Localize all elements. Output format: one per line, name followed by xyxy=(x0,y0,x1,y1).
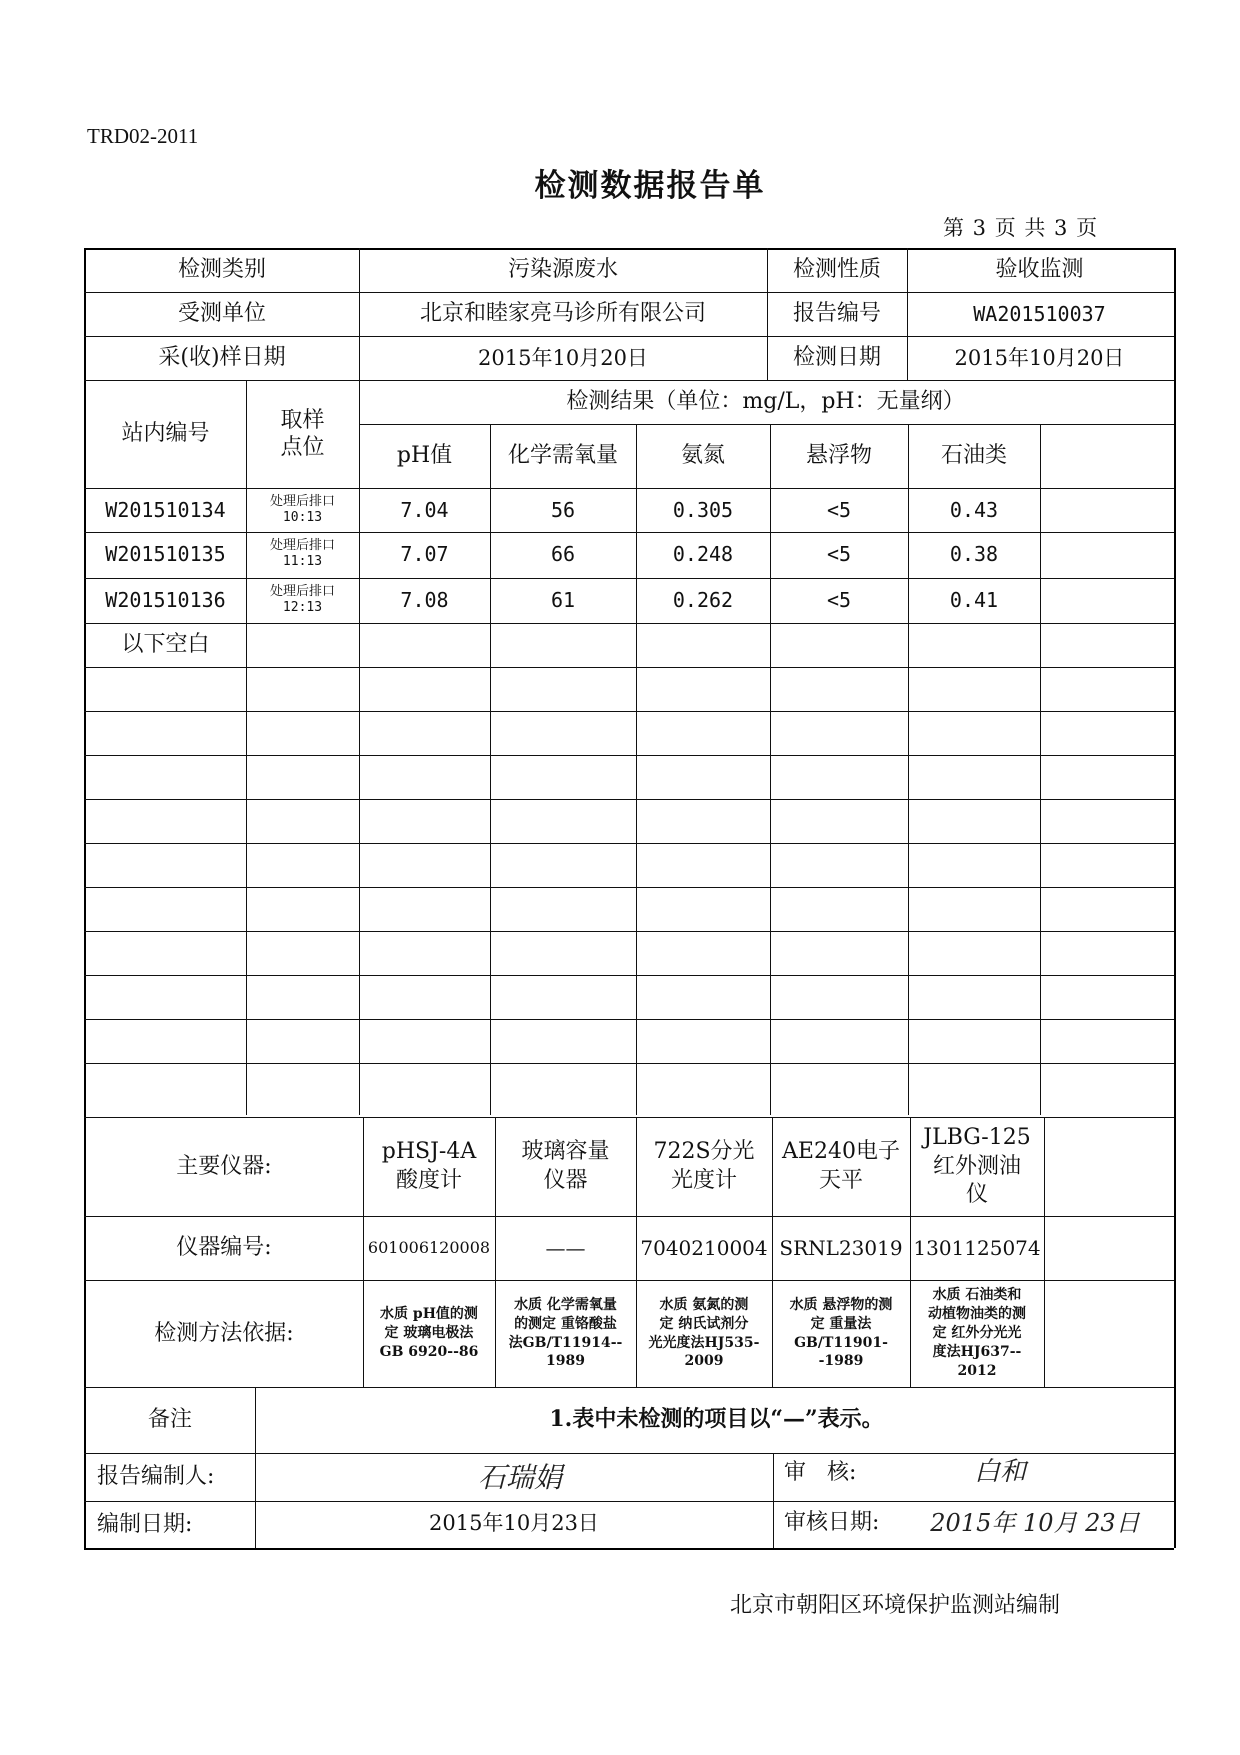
col-header-cod: 化学需氧量 xyxy=(507,443,618,469)
result-value: <5 xyxy=(826,497,852,522)
sample-point-name: 处理后排口 xyxy=(269,494,335,510)
category-label: 检测类别 xyxy=(177,257,266,283)
method-text: 水质 氨氮的测 定 纳氏试剂分 光光度法HJ535- 2009 xyxy=(648,1296,760,1370)
remarks-label: 备注 xyxy=(147,1407,192,1433)
sample-point-cell xyxy=(246,578,359,622)
sample-date-value: 2015年10月20日 xyxy=(478,345,648,370)
instrument-name: AE240电子 天平 xyxy=(782,1139,900,1193)
report-no-value: WA201510037 xyxy=(973,301,1106,326)
reviewer-signature: 白和 xyxy=(973,1456,1026,1487)
instrument-name: 玻璃容量 仪器 xyxy=(521,1139,610,1193)
nature-value: 验收监测 xyxy=(995,257,1084,283)
instrument-name: 722S分光 光度计 xyxy=(653,1139,755,1193)
col-header-ss: 悬浮物 xyxy=(805,443,872,469)
result-value: 0.305 xyxy=(672,497,734,522)
sample-time: 12:13 xyxy=(282,600,323,615)
results-group-header: 检测结果（单位：mg/L，pH：无量纲） xyxy=(566,389,965,415)
result-value: 7.04 xyxy=(400,497,449,522)
result-value: 0.248 xyxy=(672,541,734,566)
result-value: 66 xyxy=(550,541,576,566)
nature-label: 检测性质 xyxy=(792,257,881,283)
station-no-header: 站内编号 xyxy=(121,421,210,447)
result-value: <5 xyxy=(826,541,852,566)
station-id: W201510135 xyxy=(105,541,226,566)
unit-label: 受测单位 xyxy=(177,301,266,327)
preparer-label: 报告编制人: xyxy=(97,1464,215,1490)
instrument-name: pHSJ-4A 酸度计 xyxy=(381,1139,477,1193)
station-id: W201510136 xyxy=(105,587,226,612)
instrument-number: 7040210004 xyxy=(640,1235,768,1260)
instruments-label: 主要仪器: xyxy=(176,1154,272,1180)
reviewer-label: 审 核: xyxy=(784,1460,857,1486)
sample-point-name: 处理后排口 xyxy=(269,584,335,600)
result-value: 0.38 xyxy=(949,541,999,566)
prep-date-value: 2015年10月23日 xyxy=(429,1510,599,1535)
preparer-signature: 石瑞娟 xyxy=(477,1460,562,1494)
sample-point-cell xyxy=(246,532,359,576)
col-header-ph: pH值 xyxy=(396,443,453,469)
result-value: 0.41 xyxy=(949,587,999,612)
col-header-oil: 石油类 xyxy=(940,443,1007,469)
result-value: 0.262 xyxy=(672,587,734,612)
report-no-label: 报告编号 xyxy=(792,301,881,327)
method-text: 水质 悬浮物的测 定 重量法 GB/T11901--1989 xyxy=(789,1296,893,1370)
test-date-label: 检测日期 xyxy=(792,345,881,371)
document-code: TRD02-2011 xyxy=(87,124,199,148)
instrument-number: SRNL23019 xyxy=(779,1235,903,1260)
result-value: 61 xyxy=(550,587,576,612)
sample-time: 11:13 xyxy=(282,554,323,569)
review-date-label: 审核日期: xyxy=(784,1510,880,1536)
category-value: 污染源废水 xyxy=(507,257,618,283)
method-text: 水质 化学需氧量 的测定 重铬酸盐 法GB/T11914-- 1989 xyxy=(508,1296,623,1370)
result-value: <5 xyxy=(826,587,852,612)
blank-note: 以下空白 xyxy=(121,632,210,658)
review-date-value: 2015年 10月 23日 xyxy=(930,1509,1140,1537)
result-value: 0.43 xyxy=(949,497,999,522)
sample-date-label: 采(收)样日期 xyxy=(158,345,286,371)
sample-point-name: 处理后排口 xyxy=(269,538,335,554)
sample-point-cell xyxy=(246,488,359,532)
instrument-number: —— xyxy=(545,1235,586,1260)
instrument-number: 601006120008 xyxy=(367,1238,491,1257)
instrument-numbers-label: 仪器编号: xyxy=(176,1235,272,1261)
instrument-name: JLBG-125 红外测油 仪 xyxy=(923,1125,1031,1208)
page-number: 第 3 页 共 3 页 xyxy=(943,216,1099,240)
col-header-ammonia: 氨氮 xyxy=(680,443,725,469)
instrument-number: 1301125074 xyxy=(913,1235,1041,1260)
sample-point-header: 取样 点位 xyxy=(280,407,325,460)
methods-label: 检测方法依据: xyxy=(154,1320,294,1346)
remarks-text: 1.表中未检测的项目以“—”表示。 xyxy=(549,1406,884,1433)
method-text: 水质 pH值的测 定 玻璃电极法 GB 6920--86 xyxy=(379,1306,479,1360)
test-date-value: 2015年10月20日 xyxy=(954,345,1125,370)
prep-date-label: 编制日期: xyxy=(97,1512,193,1538)
method-text: 水质 石油类和 动植物油类的测 定 红外分光光 度法HJ637-- 2012 xyxy=(928,1287,1026,1379)
result-value: 7.07 xyxy=(400,541,449,566)
station-id: W201510134 xyxy=(105,497,226,522)
unit-value: 北京和睦家亮马诊所有限公司 xyxy=(419,301,706,327)
sample-time: 10:13 xyxy=(282,510,323,525)
page-title: 检测数据报告单 xyxy=(534,168,766,204)
result-value: 7.08 xyxy=(400,587,449,612)
result-value: 56 xyxy=(550,497,576,522)
compiled-by: 北京市朝阳区环境保护监测站编制 xyxy=(730,1593,1061,1618)
